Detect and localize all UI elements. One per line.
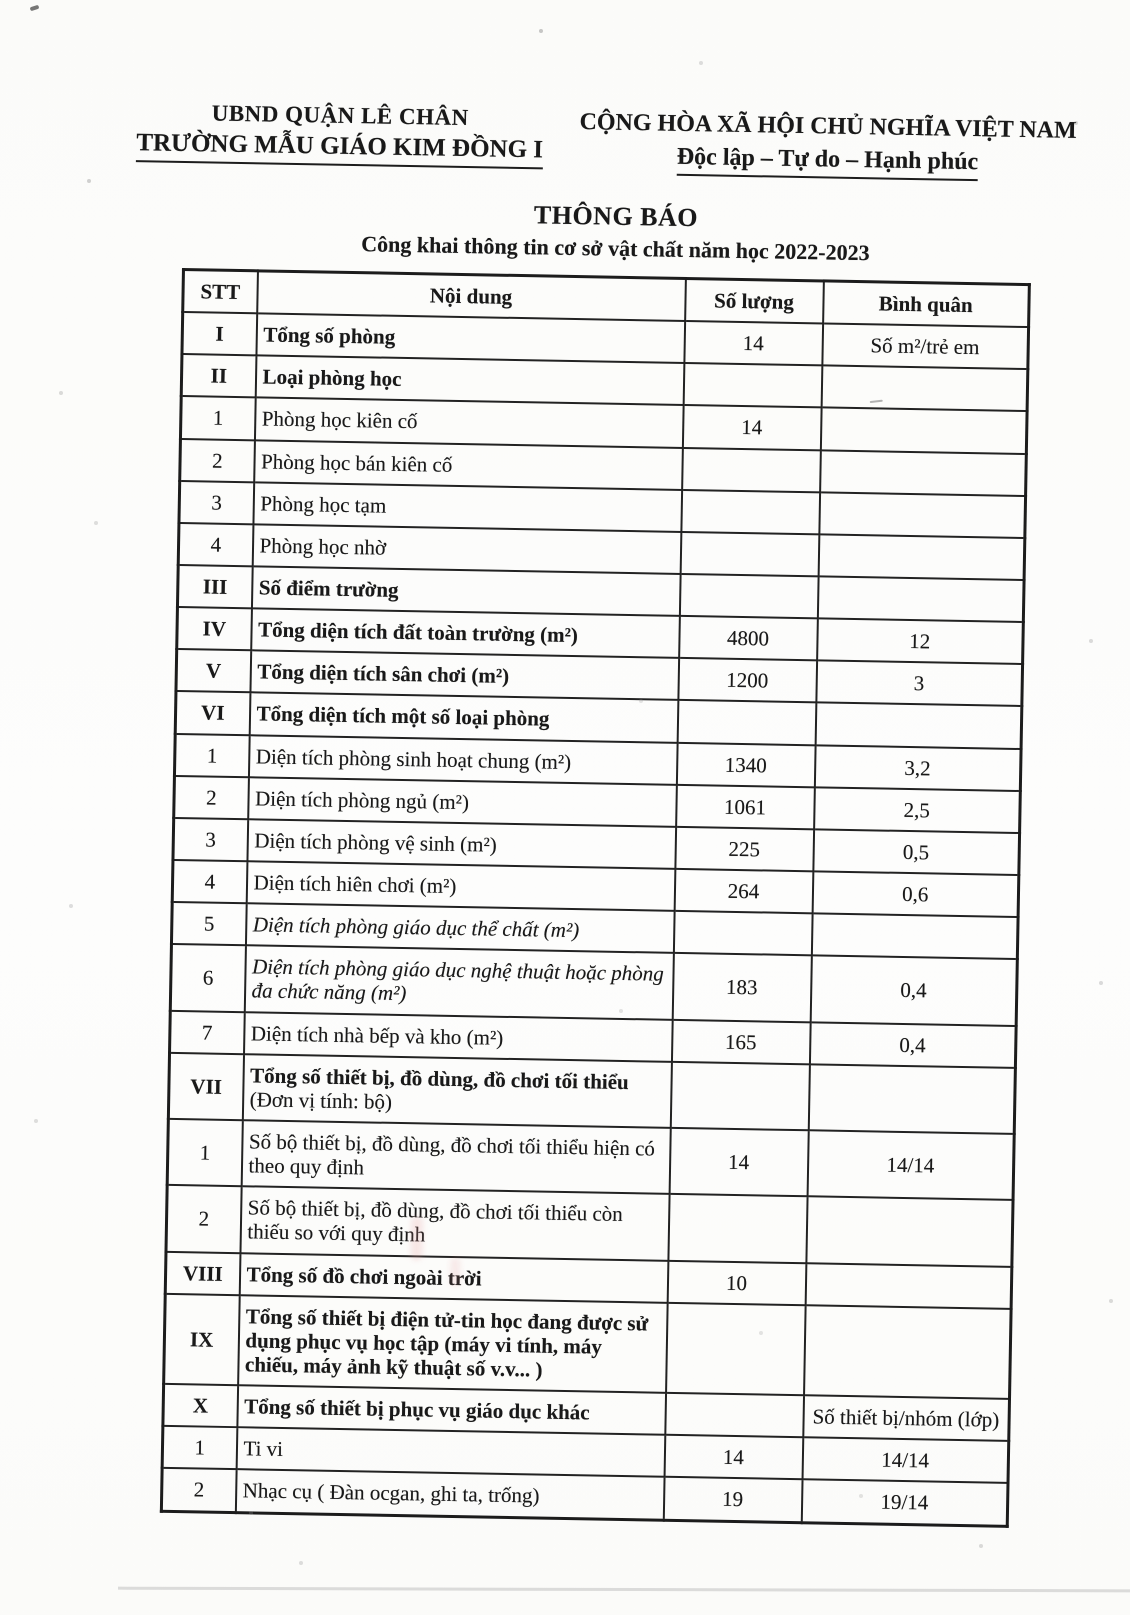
cell-stt: V [176,649,251,692]
cell-content: Tổng số thiết bị, đồ dùng, đồ chơi tối thiểu (Đơn vị tính: bộ) [242,1054,671,1128]
cell-avg: 3 [816,661,1023,707]
cell-qty: 4800 [679,616,818,661]
cell-stt: 7 [170,1010,245,1053]
cell-avg [818,534,1025,580]
cell-content: Diện tích hiên chơi (m²) [246,861,675,911]
table-row [164,1294,1011,1399]
cell-avg: 12 [817,618,1024,664]
cell-content: Diện tích phòng giáo dục nghệ thuật hoặc phòng đa chức năng (m²) [244,945,673,1019]
cell-avg [820,408,1027,454]
cell-content: Tổng số phòng [256,313,685,363]
cell-content: Tổng diện tích đất toàn trường (m²) [251,608,680,658]
cell-content: Tổng số thiết bị phục vụ giáo dục khác [237,1385,666,1435]
cell-stt: VI [175,691,250,734]
cell-content: Diện tích phòng ngủ (m²) [248,777,677,827]
cell-content: Diện tích phòng vệ sinh (m²) [247,819,676,869]
national-motto-line1: CỘNG HÒA XÃ HỘI CHỦ NGHĨA VIỆT NAM [579,109,1077,144]
cell-qty: 165 [671,1019,810,1064]
cell-content: Diện tích nhà bếp và kho (m²) [244,1012,673,1062]
cell-content: Tổng diện tích một số loại phòng [249,693,678,743]
cell-content: Diện tích phòng sinh hoạt chung (m²) [248,735,677,785]
issuer-school: TRƯỜNG MẪU GIÁO KIM ĐỒNG I [102,129,578,170]
cell-avg: 14/14 [802,1437,1009,1483]
cell-qty [666,1302,806,1395]
cell-content: Ti vi [236,1427,665,1477]
cell-content: Loại phòng học [255,356,684,406]
column-header-2: Số lượng [685,278,824,323]
cell-content: Diện tích phòng giáo dục thể chất (m²) [245,903,674,953]
cell-stt: II [181,354,256,397]
column-header-1: Nội dung [257,271,686,321]
cell-stt: 6 [170,944,245,1012]
issuer-block [102,99,578,170]
cell-avg: Số thiết bị/nhóm (lớp) [803,1395,1010,1441]
cell-avg: 0,4 [809,1022,1016,1068]
cell-qty [673,911,812,956]
national-header-block [560,109,1096,184]
cell-avg: 3,2 [814,745,1021,791]
cell-content: Tổng diện tích sân chơi (m²) [250,651,679,701]
cell-stt: 4 [172,860,247,903]
cell-qty: 1061 [676,785,815,830]
cell-qty: 1340 [676,742,815,787]
cell-stt: I [182,312,257,355]
cell-avg: 0,5 [813,829,1020,875]
cell-qty [679,574,818,619]
cell-avg [817,576,1024,622]
cell-content: Số bộ thiết bị, đồ dùng, đồ chơi tối thiểu còn thiếu so với quy định [240,1186,669,1260]
cell-qty [677,700,816,745]
cell-stt: 3 [173,818,248,861]
cell-content: Nhạc cụ ( Đàn ocgan, ghi ta, trống) [235,1470,664,1520]
scan-dust-specks [0,0,2,2]
cell-content: Phòng học bán kiên cố [254,440,683,490]
cell-avg [804,1305,1012,1399]
cell-content: Tổng số thiết bị điện tử-tin học đang được sử dụng phục vụ học tập (máy vi tính, máy chiếu, máy ảnh kỹ thuật số v.v... ) [238,1295,668,1393]
cell-qty: 14 [669,1128,808,1197]
cell-qty: 264 [674,869,813,914]
cell-qty: 10 [667,1260,806,1305]
cell-qty: 19 [663,1477,802,1522]
cell-stt: 1 [174,733,249,776]
cell-qty: 225 [675,827,814,872]
cell-stt: 4 [178,523,253,566]
cell-stt: 1 [162,1426,237,1469]
cell-avg [820,450,1027,496]
cell-stt: 5 [171,902,246,945]
cell-content: Số điểm trường [251,566,680,616]
cell-stt: III [177,565,252,608]
doc-title-block [192,194,1039,269]
cell-stt: VII [168,1053,243,1121]
column-header-3: Bình quân [823,281,1030,327]
cell-content: Tổng số đồ chơi ngoài trời [239,1253,668,1303]
cell-avg: 2,5 [814,787,1021,833]
issuer-parent: UBND QUẬN LÊ CHÂN [211,100,469,131]
cell-avg: Số m²/trẻ em [822,324,1029,370]
cell-qty: 14 [684,321,823,366]
cell-qty: 183 [672,953,811,1022]
cell-content: Phòng học nhờ [252,524,681,574]
cell-avg: 0,4 [810,956,1017,1026]
cell-content-subline: (Đơn vị tính: bộ) [249,1087,393,1114]
facilities-table-body [161,312,1028,1526]
cell-qty [668,1194,807,1263]
cell-qty [670,1062,809,1131]
cell-avg [806,1197,1013,1267]
cell-content: Phòng học kiên cố [254,398,683,448]
cell-avg [808,1064,1015,1134]
cell-avg [805,1263,1012,1309]
cell-content: Số bộ thiết bị, đồ dùng, đồ chơi tối thiểu hiện có theo quy định [241,1120,670,1194]
cell-stt: X [163,1384,238,1427]
cell-avg: 19/14 [801,1480,1008,1526]
cell-qty: 14 [682,405,821,450]
cell-stt: 1 [167,1119,242,1187]
cell-avg: 0,6 [812,871,1019,917]
cell-avg [819,492,1026,538]
cell-qty: 14 [664,1435,803,1480]
cell-stt: VIII [165,1251,240,1294]
cell-qty [665,1393,804,1438]
cell-stt: IX [164,1294,240,1386]
doc-subtitle: Công khai thông tin cơ sở vật chất năm học 2022-2023 [361,231,870,266]
cell-stt: IV [177,607,252,650]
cell-avg [811,913,1018,959]
cell-avg [821,366,1028,412]
cell-qty [681,490,820,535]
cell-content: Phòng học tạm [253,482,682,532]
cell-stt: 2 [161,1468,236,1512]
cell-stt: 2 [180,439,255,482]
doc-title: THÔNG BÁO [533,200,699,233]
facilities-table [160,268,1031,1527]
cell-qty [682,447,821,492]
cell-qty [683,363,822,408]
cell-qty: 1200 [678,658,817,703]
column-header-0: STT [183,270,258,314]
cell-stt: 2 [166,1185,241,1253]
cell-stt: 2 [174,776,249,819]
cell-stt: 1 [180,396,255,439]
cell-avg: 14/14 [807,1130,1014,1200]
cell-avg [815,703,1022,749]
national-motto-line2: Độc lập – Tự do – Hạnh phúc [560,142,1095,184]
cell-stt: 3 [179,481,254,524]
cell-qty [680,532,819,577]
